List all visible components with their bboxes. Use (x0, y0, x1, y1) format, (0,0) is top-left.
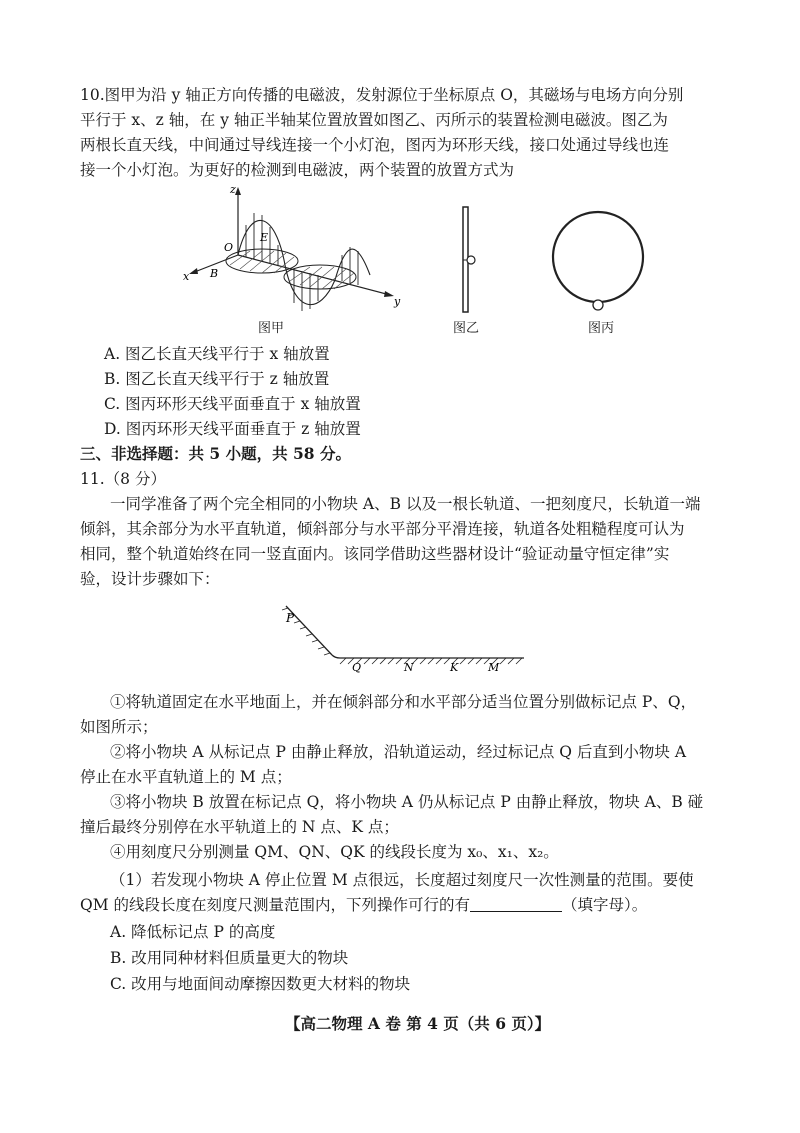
q11-step-1: ①将轨道固定在水平地面上，并在倾斜部分和水平部分适当位置分别做标记点 P、Q， (110, 693, 697, 711)
label-b: B (210, 267, 219, 280)
q10-option-b: B. 图乙长直天线平行于 z 轴放置 (104, 370, 330, 388)
q11-step-3: ③将小物块 B 放置在标记点 Q，将小物块 A 仍从标记点 P 由静止释放，物块 A、B 碰 (110, 793, 704, 811)
q11-header: 11.（8 分） (80, 470, 166, 488)
label-e: E (260, 231, 269, 244)
q11-step-3-cont: 撞后最终分别停在水平轨道上的 N 点、K 点； (80, 818, 399, 836)
em-wave-figure (180, 185, 410, 315)
q10-option-c: C. 图丙环形天线平面垂直于 x 轴放置 (104, 395, 361, 413)
track-label-n: N (404, 661, 414, 673)
q11-intro-3: 相同，整个轨道始终在同一竖直面内。该同学借助这些器材设计“验证动量守恒定律”实 (80, 545, 670, 563)
caption-fig-bing: 图丙 (588, 321, 615, 336)
track-label-p: P (286, 611, 295, 625)
axis-label-x: x (183, 270, 190, 283)
q11-intro-4: 验，设计步骤如下： (80, 570, 220, 588)
q11-option-a: A. 降低标记点 P 的高度 (110, 923, 276, 941)
axis-label-z: z (230, 185, 236, 196)
section-3-heading: 三、非选择题：共 5 小题，共 58 分。 (80, 444, 351, 463)
q10-line-1: 10.图甲为沿 y 轴正方向传播的电磁波，发射源位于坐标原点 O，其磁场与电场方向分别 (80, 86, 684, 104)
q10-line-4: 接一个小灯泡。为更好的检测到电磁波，两个装置的放置方式为 (80, 161, 515, 179)
q11-sub1-line-2 (80, 895, 647, 915)
q11-step-2-cont: 停止在水平直轨道上的 M 点； (80, 768, 292, 786)
q11-sub1-suffix: （填字母）。 (562, 896, 648, 914)
q11-option-c: C. 改用与地面间动摩擦因数更大材料的物块 (110, 975, 411, 993)
q10-line-3: 两根长直天线，中间通过导线连接一个小灯泡，图丙为环形天线，接口处通过导线也连 (80, 136, 670, 154)
track-label-k: K (450, 661, 459, 673)
q10-option-a: A. 图乙长直天线平行于 x 轴放置 (104, 345, 330, 363)
track-label-m: M (488, 661, 500, 673)
q11-step-2: ②将小物块 A 从标记点 P 由静止释放，沿轨道运动，经过标记点 Q 后直到小物块 A (110, 743, 687, 761)
answer-blank[interactable] (470, 897, 562, 912)
caption-fig-jia: 图甲 (258, 321, 285, 336)
q11-sub1-line-1: （1）若发现小物块 A 停止位置 M 点很远，长度超过刻度尺一次性测量的范围。要使 (110, 871, 694, 889)
axis-label-y: y (394, 295, 401, 308)
q11-sub1-text: QM 的线段长度在刻度尺测量范围内，下列操作可行的有 (80, 896, 471, 914)
q11-intro-2: 倾斜，其余部分为水平直轨道，倾斜部分与水平部分平滑连接，轨道各处粗糙程度可认为 (80, 520, 685, 538)
straight-antenna-figure (455, 205, 485, 315)
caption-fig-yi: 图乙 (453, 321, 480, 336)
page-footer: 【高二物理 A 卷 第 4 页（共 6 页）】 (285, 1014, 551, 1033)
q11-option-b: B. 改用同种材料但质量更大的物块 (110, 949, 349, 967)
q11-step-4: ④用刻度尺分别测量 QM、QN、QK 的线段长度为 x₀、x₁、x₂。 (110, 843, 559, 861)
q10-option-d: D. 图丙环形天线平面垂直于 z 轴放置 (104, 420, 361, 438)
loop-antenna-figure (548, 205, 648, 315)
q11-step-1-cont: 如图所示； (80, 718, 158, 736)
q10-line-2: 平行于 x、z 轴，在 y 轴正半轴某位置放置如图乙、丙所示的装置检测电磁波。图乙为 (80, 111, 668, 129)
q11-intro-1: 一同学准备了两个完全相同的小物块 A、B 以及一根长轨道、一把刻度尺，长轨道一端 (110, 495, 701, 513)
track-label-q: Q (352, 661, 362, 673)
track-figure (280, 598, 530, 673)
axis-label-o: O (224, 241, 234, 254)
